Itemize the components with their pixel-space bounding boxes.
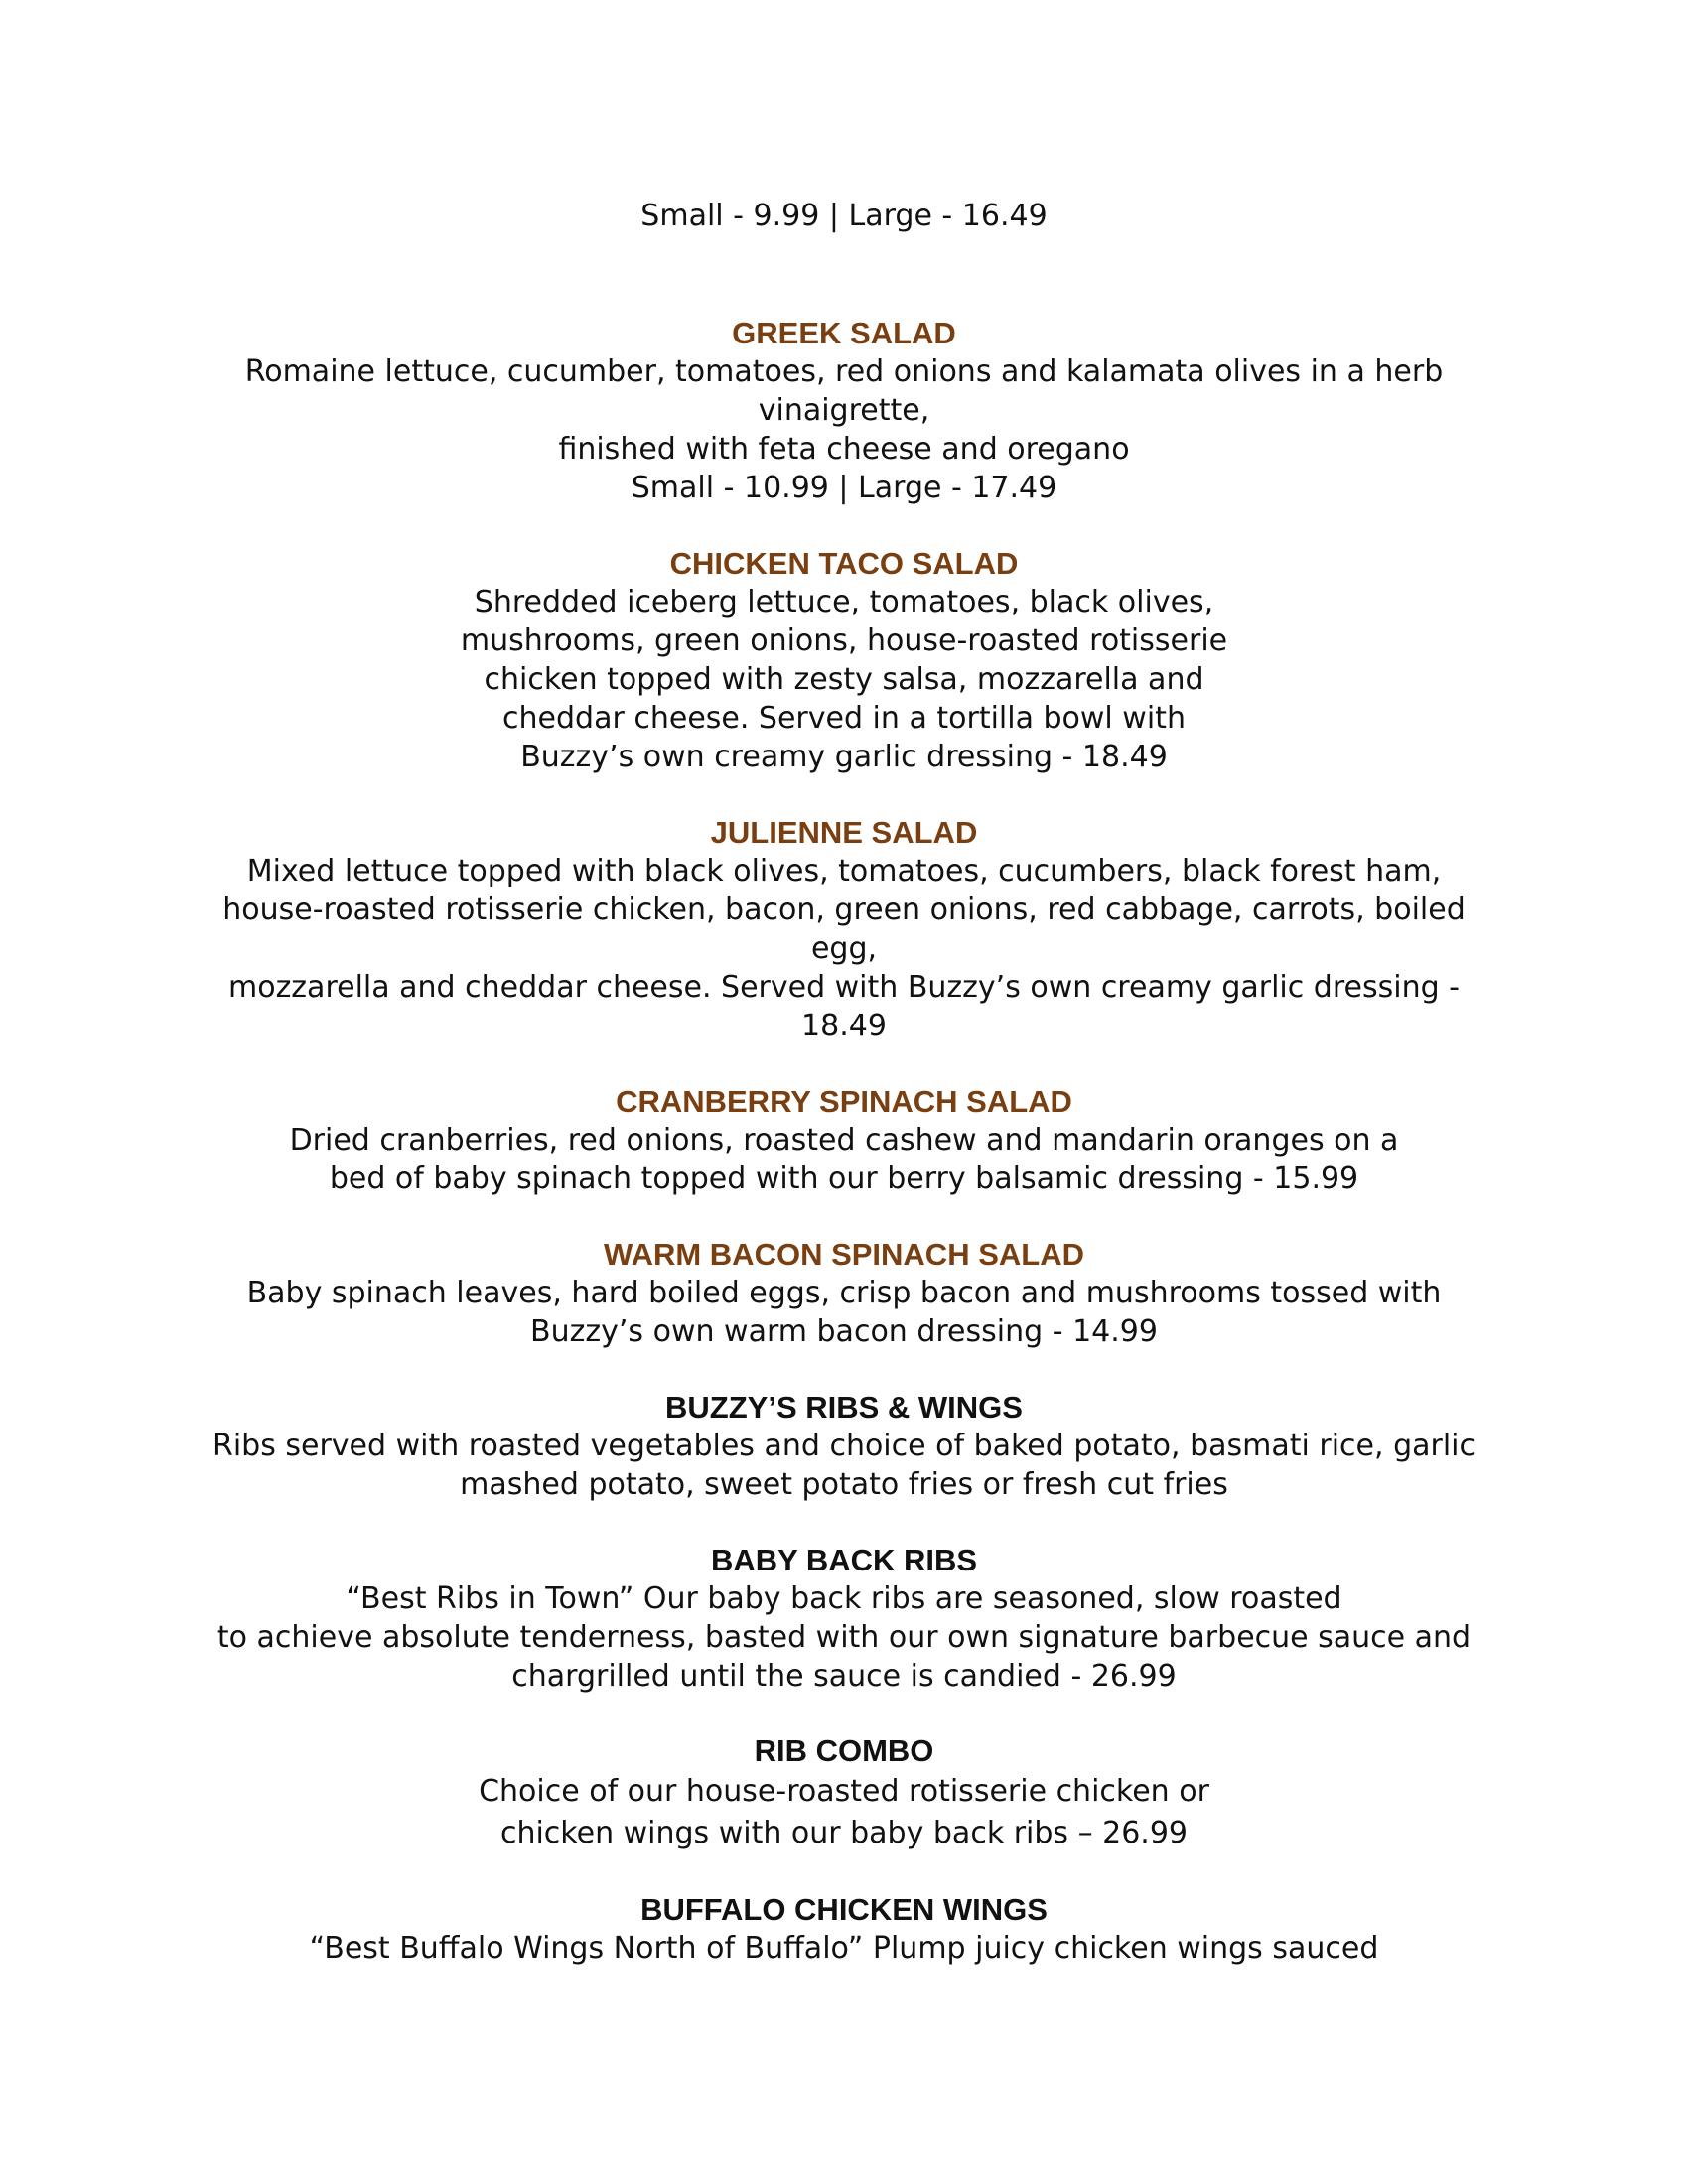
item-description-line: “Best Buffalo Wings North of Buffalo” Plump juicy chicken wings sauced xyxy=(309,1931,1379,1966)
item-description-line: bed of baby spinach topped with our berry balsamic dressing - 15.99 xyxy=(329,1161,1359,1196)
item-description-line: egg, xyxy=(810,931,878,966)
item-heading: CRANBERRY SPINACH SALAD xyxy=(616,1084,1072,1119)
item-description-line: house-roasted rotisserie chicken, bacon, green onions, red cabbage, carrots, boiled xyxy=(222,892,1466,927)
section-heading: BUZZY’S RIBS & WINGS xyxy=(665,1390,1023,1425)
item-description-line: Buzzy’s own creamy garlic dressing - 18.49 xyxy=(520,740,1168,774)
item-heading: BABY BACK RIBS xyxy=(710,1543,978,1577)
top-price-line: Small - 9.99 | Large - 16.49 xyxy=(640,199,1048,233)
item-description-line: to achieve absolute tenderness, basted with our own signature barbecue sauce and xyxy=(216,1620,1472,1655)
item-description-line: vinaigrette, xyxy=(758,393,930,428)
item-description-line: cheddar cheese. Served in a tortilla bowl with xyxy=(502,701,1186,736)
item-description-line: chicken topped with zesty salsa, mozzarella and xyxy=(484,662,1204,697)
item-description-line: Dried cranberries, red onions, roasted cashew and mandarin oranges on a xyxy=(289,1123,1399,1158)
item-heading: RIB COMBO xyxy=(754,1733,934,1768)
item-description-line: Choice of our house-roasted rotisserie chicken or xyxy=(479,1774,1209,1809)
item-description-line: mozzarella and cheddar cheese. Served with Buzzy’s own creamy garlic dressing - xyxy=(227,970,1460,1005)
item-description-line: Mixed lettuce topped with black olives, tomatoes, cucumbers, black forest ham, xyxy=(246,854,1442,888)
item-heading: CHICKEN TACO SALAD xyxy=(669,546,1019,581)
item-description-line: Buzzy’s own warm bacon dressing - 14.99 xyxy=(530,1314,1158,1349)
item-heading: WARM BACON SPINACH SALAD xyxy=(604,1237,1084,1272)
item-description-line: Baby spinach leaves, hard boiled eggs, crisp bacon and mushrooms tossed with xyxy=(246,1276,1442,1310)
item-description-line: chargrilled until the sauce is candied - 26.99 xyxy=(511,1659,1177,1694)
item-description-line: mashed potato, sweet potato fries or fresh cut fries xyxy=(460,1467,1228,1502)
item-heading: JULIENNE SALAD xyxy=(710,815,978,850)
item-heading: BUFFALO CHICKEN WINGS xyxy=(640,1892,1048,1927)
item-description-line: Ribs served with roasted vegetables and choice of baked potato, basmati rice, garlic xyxy=(211,1429,1476,1463)
item-heading: GREEK SALAD xyxy=(732,316,956,350)
item-description-line: Romaine lettuce, cucumber, tomatoes, red onions and kalamata olives in a herb xyxy=(244,354,1444,389)
item-description-line: 18.49 xyxy=(801,1009,887,1043)
item-description-line: chicken wings with our baby back ribs – 26.99 xyxy=(499,1816,1189,1850)
item-description-line: Shredded iceberg lettuce, tomatoes, black olives, xyxy=(474,585,1214,619)
item-description-line: “Best Ribs in Town” Our baby back ribs are seasoned, slow roasted xyxy=(346,1581,1342,1616)
item-description-line: finished with feta cheese and oregano xyxy=(558,432,1130,467)
item-description-line: mushrooms, green onions, house-roasted rotisserie xyxy=(460,623,1228,658)
item-price-line: Small - 10.99 | Large - 17.49 xyxy=(631,471,1057,505)
